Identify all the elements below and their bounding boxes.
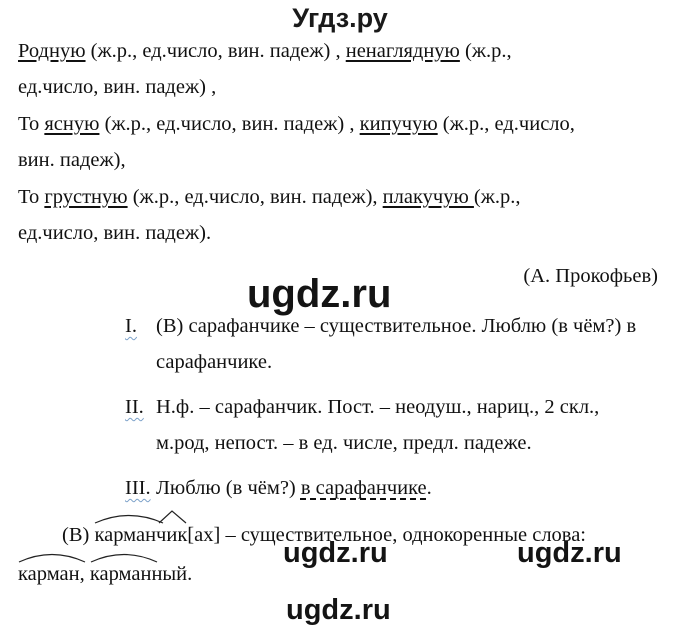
poem-line-1 <box>18 38 512 64</box>
related-rest: ный. <box>151 563 193 585</box>
analysis-text-1: (В) сарафанчике – существительное. Люблю (в чём?) в <box>156 315 637 337</box>
poem-text: (ж.р., ед.число, вин. падеж) , <box>85 40 346 62</box>
site-header: Угдз.ру <box>292 3 388 33</box>
poem-text: (ж.р., <box>459 40 512 62</box>
root-arc-mark <box>18 550 86 564</box>
root-arc-mark <box>90 550 158 564</box>
poem-text: (ж.р., ед.число, вин. падеж), <box>127 186 383 208</box>
suffix-caret-mark <box>158 509 188 525</box>
suffix-part: чик <box>156 524 188 546</box>
poem-text: (ж.р., ед.число, <box>437 113 575 135</box>
analysis-cont-2: м.род, непост. – в ед. числе, предл. падеже. <box>156 432 532 454</box>
roman-numeral: III. <box>125 477 151 499</box>
poem-text: То <box>18 113 45 135</box>
analysis-text: . <box>426 477 432 499</box>
poem-line-3 <box>18 111 575 137</box>
analysis-text-3 <box>156 475 432 501</box>
underlined-word: грустную <box>44 186 128 208</box>
poem-text: (ж.р., <box>473 186 521 208</box>
root-part: карман <box>94 524 157 546</box>
analysis-num-2 <box>125 394 144 420</box>
underlined-word: ненаглядную <box>345 40 460 62</box>
related-word-2 <box>90 561 152 587</box>
roman-numeral: I. <box>125 315 137 337</box>
analysis-num-1 <box>125 313 137 339</box>
related-root: карман <box>89 563 152 585</box>
underlined-word: Родную <box>18 40 86 62</box>
morph-text: – существительное, однокоренные слова: <box>220 524 586 546</box>
separator: , <box>79 563 90 585</box>
analysis-num-3 <box>125 475 151 501</box>
poem-line-6 <box>18 220 211 246</box>
underlined-word: кипучую <box>359 113 438 135</box>
related-word-1 <box>18 561 80 587</box>
poem-line-2 <box>18 74 216 100</box>
morph-prefix: (В) <box>62 524 95 546</box>
underlined-word: ясную <box>44 113 100 135</box>
roman-numeral: II. <box>125 396 144 418</box>
poem-text: (ж.р., ед.число, вин. падеж) , <box>99 113 360 135</box>
poem-text: ед.число, вин. падеж) , <box>18 76 217 98</box>
watermark-bottom: ugdz.ru <box>286 594 391 626</box>
related-root: карман <box>18 563 80 585</box>
underlined-word: плакучую <box>382 186 474 208</box>
watermark-mid-left: ugdz.ru <box>283 537 388 569</box>
watermark-mid-right: ugdz.ru <box>517 537 622 569</box>
poem-text: вин. падеж), <box>18 149 126 171</box>
analysis-text-2: Н.ф. – сарафанчик. Пост. – неодуш., нариц., 2 скл., <box>156 396 600 418</box>
watermark-main: ugdz.ru <box>247 272 392 316</box>
dashed-underline-phrase: в сарафанчике <box>300 477 427 499</box>
root-arc-mark <box>94 511 164 525</box>
poem-line-5 <box>18 184 521 210</box>
poem-author: (А. Прокофьев) <box>523 265 658 287</box>
poem-line-4 <box>18 147 126 173</box>
poem-text: ед.число, вин. падеж). <box>18 222 212 244</box>
ending-mark: [ах] <box>187 524 221 546</box>
analysis-text: Люблю (в чём?) <box>156 477 301 499</box>
morph-word <box>94 522 187 548</box>
morph-line-2 <box>18 561 192 587</box>
analysis-cont-1: сарафанчике. <box>156 351 273 373</box>
poem-text: То <box>18 186 45 208</box>
